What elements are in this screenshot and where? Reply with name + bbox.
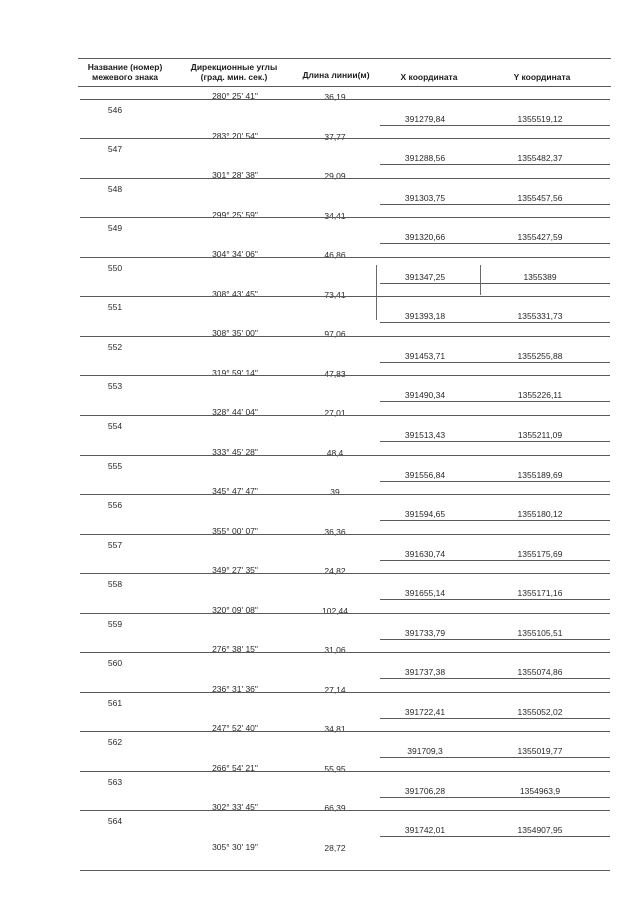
segment-angle: 305° 30' 19" (212, 842, 258, 852)
coord-underline (380, 481, 610, 482)
header-top-line (78, 58, 611, 59)
row-separator-line (80, 296, 610, 297)
point-number: 551 (107, 302, 123, 312)
point-x-coordinate: 391737,38 (404, 667, 446, 677)
segment-angle: 308° 43' 45" (212, 289, 258, 299)
row-separator-line (80, 652, 610, 653)
point-y-coordinate: 1354963,9 (519, 786, 561, 796)
point-y-coordinate: 1355482,37 (517, 153, 563, 163)
coord-underline (380, 599, 610, 600)
point-y-coordinate: 1355019,77 (517, 746, 563, 756)
row-separator-line (80, 415, 610, 416)
segment-angle: 299° 25' 59" (212, 210, 258, 220)
segment-length: 47,83 (324, 369, 346, 379)
coord-underline (380, 243, 610, 244)
point-number: 563 (107, 777, 123, 787)
col-angle-header: Дирекционные углы (град. мин. сек.) (190, 62, 278, 82)
coord-underline (380, 797, 610, 798)
segment-length: 31,06 (324, 645, 346, 655)
point-x-coordinate: 391722,41 (404, 707, 446, 717)
row-separator-line (80, 731, 610, 732)
segment-length: 34,41 (324, 211, 346, 221)
point-y-coordinate: 1355175,69 (517, 549, 563, 559)
point-y-coordinate: 1355180,12 (517, 509, 563, 519)
point-x-coordinate: 391453,71 (404, 351, 446, 361)
segment-angle: 345° 47' 47" (212, 486, 258, 496)
row-separator-line (80, 217, 610, 218)
coord-underline (380, 441, 610, 442)
point-number: 547 (107, 144, 123, 154)
point-x-coordinate: 391513,43 (404, 430, 446, 440)
point-y-coordinate: 1355255,88 (517, 351, 563, 361)
point-y-coordinate: 1355105,51 (517, 628, 563, 638)
col-y-header: Y координата (513, 72, 571, 82)
point-x-coordinate: 391393,18 (404, 311, 446, 321)
segment-angle: 333° 45' 28" (212, 447, 258, 457)
segment-length: 24,82 (324, 566, 346, 576)
segment-length: 37,77 (324, 132, 346, 142)
row-separator-line (80, 138, 610, 139)
divider-x-y (480, 265, 481, 295)
point-number: 548 (107, 184, 123, 194)
col-length-header: Длина линии(м) (302, 70, 370, 80)
coord-underline (380, 322, 610, 323)
point-x-coordinate: 391288,56 (404, 153, 446, 163)
segment-angle: 355° 00' 07" (212, 526, 258, 536)
segment-length: 66,39 (324, 803, 346, 813)
coord-underline (380, 560, 610, 561)
coord-underline (380, 125, 610, 126)
point-x-coordinate: 391320,66 (404, 232, 446, 242)
point-x-coordinate: 391556,84 (404, 470, 446, 480)
segment-length: 55,95 (324, 764, 346, 774)
segment-angle: 328° 44' 04" (212, 407, 258, 417)
point-y-coordinate: 1355074,86 (517, 667, 563, 677)
point-y-coordinate: 1355389 (523, 272, 557, 282)
row-separator-line (80, 336, 610, 337)
point-number: 549 (107, 223, 123, 233)
segment-angle: 320° 09' 08" (212, 605, 258, 615)
coord-underline (380, 283, 610, 284)
segment-length: 29,09 (324, 171, 346, 181)
coord-underline (380, 362, 610, 363)
point-y-coordinate: 1355171,16 (517, 588, 563, 598)
coord-underline (380, 164, 610, 165)
row-separator-line (80, 771, 610, 772)
segment-angle: 266° 54' 21" (212, 763, 258, 773)
segment-length: 102,44 (322, 606, 348, 616)
segment-angle: 308° 35' 00" (212, 328, 258, 338)
segment-angle: 236° 31' 36" (212, 684, 258, 694)
point-y-coordinate: 1355226,11 (517, 390, 563, 400)
row-separator-line (80, 534, 610, 535)
point-x-coordinate: 391594,65 (404, 509, 446, 519)
segment-length: 28,72 (324, 843, 346, 853)
row-separator-line (80, 455, 610, 456)
point-number: 557 (107, 540, 123, 550)
coord-underline (380, 836, 610, 837)
row-separator-line (80, 692, 610, 693)
point-x-coordinate: 391630,74 (404, 549, 446, 559)
point-x-coordinate: 391655,14 (404, 588, 446, 598)
col-name-header: Название (номер) межевого знака (87, 62, 163, 82)
point-number: 560 (107, 658, 123, 668)
divider-length-x (376, 265, 377, 320)
point-y-coordinate: 1355519,12 (517, 114, 563, 124)
point-number: 546 (107, 105, 123, 115)
segment-length: 48,4 (326, 448, 344, 458)
segment-length: 97,06 (324, 329, 346, 339)
point-y-coordinate: 1355427,59 (517, 232, 563, 242)
coord-underline (380, 401, 610, 402)
row-separator-line (80, 375, 610, 376)
point-number: 561 (107, 698, 123, 708)
coord-underline (380, 204, 610, 205)
segment-angle: 301° 28' 38" (212, 170, 258, 180)
point-number: 552 (107, 342, 123, 352)
point-number: 554 (107, 421, 123, 431)
header-bottom-line (78, 86, 611, 87)
table-bottom-line (80, 870, 610, 871)
segment-angle: 283° 20' 54" (212, 131, 258, 141)
point-y-coordinate: 1355457,56 (517, 193, 563, 203)
segment-angle: 280° 25' 41" (212, 91, 258, 101)
point-x-coordinate: 391733,79 (404, 628, 446, 638)
point-x-coordinate: 391706,28 (404, 786, 446, 796)
point-y-coordinate: 1355052,02 (517, 707, 563, 717)
point-x-coordinate: 391742,01 (404, 825, 446, 835)
point-number: 558 (107, 579, 123, 589)
point-number: 564 (107, 816, 123, 826)
point-x-coordinate: 391709,3 (407, 746, 443, 756)
coord-underline (380, 639, 610, 640)
segment-angle: 349° 27' 35" (212, 565, 258, 575)
segment-length: 27,14 (324, 685, 346, 695)
segment-length: 34,81 (324, 724, 346, 734)
segment-angle: 304° 34' 06" (212, 249, 258, 259)
row-separator-line (80, 573, 610, 574)
row-separator-line (80, 99, 610, 100)
row-separator-line (80, 257, 610, 258)
point-number: 556 (107, 500, 123, 510)
point-number: 555 (107, 461, 123, 471)
point-y-coordinate: 1355211,09 (517, 430, 563, 440)
row-separator-line (80, 178, 610, 179)
point-x-coordinate: 391279,84 (404, 114, 446, 124)
segment-length: 36,19 (324, 92, 346, 102)
segment-angle: 276° 38' 15" (212, 644, 258, 654)
point-x-coordinate: 391490,34 (404, 390, 446, 400)
row-separator-line (80, 810, 610, 811)
segment-length: 73,41 (324, 290, 346, 300)
segment-angle: 302° 33' 45" (212, 802, 258, 812)
row-separator-line (80, 613, 610, 614)
point-number: 553 (107, 381, 123, 391)
point-number: 562 (107, 737, 123, 747)
point-number: 550 (107, 263, 123, 273)
segment-angle: 247° 52' 40" (212, 723, 258, 733)
point-y-coordinate: 1355331,73 (517, 311, 563, 321)
coord-underline (380, 520, 610, 521)
point-number: 559 (107, 619, 123, 629)
segment-length: 27,01 (324, 408, 346, 418)
coord-underline (380, 718, 610, 719)
segment-angle: 319° 59' 14" (212, 368, 258, 378)
coord-underline (380, 678, 610, 679)
point-x-coordinate: 391347,25 (404, 272, 446, 282)
coord-underline (380, 757, 610, 758)
point-x-coordinate: 391303,75 (404, 193, 446, 203)
row-separator-line (80, 494, 610, 495)
segment-length: 46,86 (324, 250, 346, 260)
segment-length: 36,36 (324, 527, 346, 537)
segment-length: 39 (330, 487, 340, 497)
col-x-header: X координата (400, 72, 458, 82)
point-y-coordinate: 1354907,95 (517, 825, 563, 835)
point-y-coordinate: 1355189,69 (517, 470, 563, 480)
